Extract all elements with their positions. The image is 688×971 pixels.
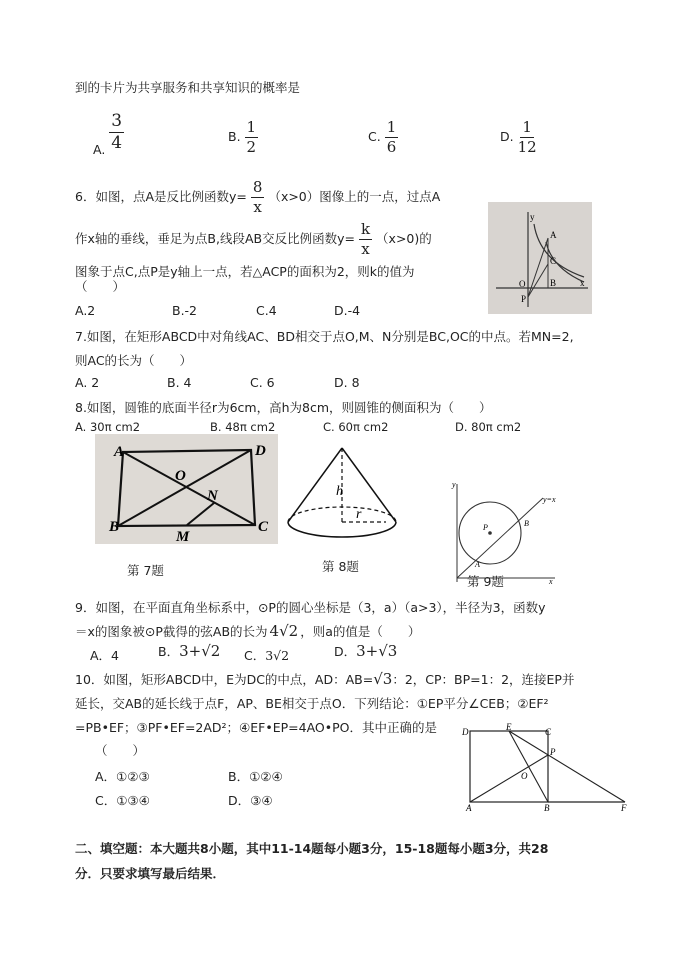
q7-line1: 7.如图，在矩形ABCD中对角线AC、BD相交于点O,M、N分别是BC,OC的中点。若MN=2,: [75, 329, 574, 344]
q8-option-c[interactable]: C. 60π cm2: [323, 420, 389, 434]
fig7-label-d: D: [255, 443, 266, 459]
fig6-label-o: O: [519, 279, 526, 289]
q6-answer-bracket: （ ）: [75, 279, 126, 294]
q9-option-b[interactable]: B．3+√2: [158, 642, 221, 660]
q6-option-d[interactable]: D.-4: [334, 303, 361, 318]
fraction: $\frac{1}{12}$: [517, 118, 537, 156]
fig10-rectangle-figure: [460, 722, 636, 812]
q9-option-d[interactable]: D．3+√3: [334, 642, 398, 660]
fraction: $\frac{8}{x}$: [252, 178, 263, 216]
q7-option-c[interactable]: C. 6: [250, 375, 275, 390]
fig7-label-b: B: [109, 519, 120, 535]
q10-option-c[interactable]: C．①③④: [95, 793, 150, 808]
fig9-label-a: A: [475, 560, 480, 569]
fig7-label-m: M: [176, 529, 190, 544]
fig10-label-o: O: [521, 771, 528, 781]
q7-option-a[interactable]: A. 2: [75, 375, 100, 390]
q6-option-c[interactable]: C.4: [256, 303, 277, 318]
fig10-label-f: F: [621, 803, 627, 812]
q9-line1: 9．如图，在平面直角坐标系中，⊙P的圆心坐标是（3，a）（a>3），半径为3，函数y: [75, 600, 546, 615]
fig7-label-c: C: [258, 519, 269, 535]
fig6-label-x: x: [580, 278, 585, 288]
q6-line2: 作x轴的垂线，垂足为点B,线段AB交反比例函数y= $\frac{k}{x}$ （x>0)的: [75, 220, 432, 258]
fraction: $\frac{3}{4}$: [111, 111, 123, 153]
fraction: $\frac{1}{2}$: [246, 118, 257, 156]
fig6-label-y: y: [530, 212, 535, 222]
fig9-label-x: x: [549, 577, 553, 586]
fig10-label-e: E: [506, 722, 512, 732]
fig10-label-p: P: [550, 747, 556, 757]
q5-option-a[interactable]: A. $\frac{3}{4}$: [93, 111, 123, 157]
q7-option-b[interactable]: B. 4: [167, 375, 192, 390]
q10-answer-bracket: （ ）: [95, 743, 146, 758]
q8-option-d[interactable]: D. 80π cm2: [455, 420, 522, 434]
q5-stem-end: 到的卡片为共享服务和共享知识的概率是: [75, 80, 301, 95]
q10-option-a[interactable]: A．①②③: [95, 769, 150, 784]
fig9-label-p: P: [483, 523, 488, 532]
fig7-rectangle-figure: [95, 434, 278, 544]
q5-option-b[interactable]: B. $\frac{1}{2}$: [228, 118, 257, 156]
q7-line2: 则AC的长为（ ）: [75, 353, 193, 368]
fig6-label-b: B: [550, 278, 557, 288]
q5-option-c[interactable]: C. $\frac{1}{6}$: [368, 118, 397, 156]
fig6-label-a: A: [550, 230, 557, 240]
fig7-label-n: N: [207, 488, 218, 504]
q10-option-d[interactable]: D．③④: [228, 793, 273, 808]
fig8-caption: 第 8题: [322, 559, 359, 574]
q9-option-a[interactable]: A．4: [90, 648, 120, 663]
q10-line1: 10．如图，矩形ABCD中，E为DC的中点，AD：AB=√3：2，CP：BP=1：2，连接EP并: [75, 670, 575, 688]
fig6-label-c: C: [550, 256, 557, 266]
q10-line2: 延长，交AB的延长线于点F，AP、BE相交于点O．下列结论：①EP平分∠CEB；②EF²: [75, 696, 549, 711]
fig9-label-yx: y=x: [543, 495, 556, 504]
fig9-label-b: B: [524, 519, 529, 528]
q6-option-b[interactable]: B.-2: [172, 303, 198, 318]
q7-option-d[interactable]: D. 8: [334, 375, 360, 390]
fig7-label-a: A: [114, 444, 125, 460]
fig9-caption: 第 9题: [467, 574, 504, 589]
fig8-label-h: h: [336, 484, 343, 499]
fig10-label-b: B: [544, 803, 550, 812]
fig7-caption: 第 7题: [127, 563, 164, 578]
fig8-cone-figure: [282, 440, 402, 550]
q9-option-c[interactable]: C．3√2: [244, 648, 290, 663]
q6-option-a[interactable]: A.2: [75, 303, 96, 318]
q8-option-b[interactable]: B. 48π cm2: [210, 420, 276, 434]
fig9-label-y: y: [452, 480, 456, 489]
q10-option-b[interactable]: B．①②④: [228, 769, 283, 784]
fig7-label-o: O: [175, 468, 186, 484]
fraction: $\frac{1}{6}$: [386, 118, 397, 156]
q6-line1: 6．如图，点A是反比例函数y= $\frac{8}{x}$ （x>0）图像上的一点，过点A: [75, 178, 441, 216]
q5-option-d[interactable]: D. $\frac{1}{12}$: [500, 118, 537, 156]
q6-figure: [488, 202, 592, 314]
fig8-label-r: r: [356, 507, 362, 522]
section2-heading-line2: 分．只要求填写最后结果．: [75, 866, 226, 881]
q9-line2: ＝x的图象被⊙P截得的弦AB的长为 4√2 ，则a的值是（ ）: [75, 622, 421, 640]
q6-line3: 图象于点C,点P是y轴上一点，若△ACP的面积为2，则k的值为: [75, 264, 415, 279]
section2-heading-line1: 二、填空题：本大题共8小题，其中11-14题每小题3分，15-18题每小题3分，共28: [75, 841, 549, 856]
q10-line3: =PB•EF；③PF•EF=2AD²；④EF•EP=4AO•PO．其中正确的是: [75, 720, 438, 735]
fig6-label-p: P: [521, 294, 527, 304]
fig10-label-d: D: [462, 727, 469, 737]
fig10-label-c: C: [545, 727, 552, 737]
q8-option-a[interactable]: A. 30π cm2: [75, 420, 141, 434]
fraction: $\frac{k}{x}$: [360, 220, 371, 258]
fig10-label-a: A: [466, 803, 472, 812]
q8-line1: 8.如图，圆锥的底面半径r为6cm，高h为8cm，则圆锥的侧面积为（ ）: [75, 400, 492, 415]
